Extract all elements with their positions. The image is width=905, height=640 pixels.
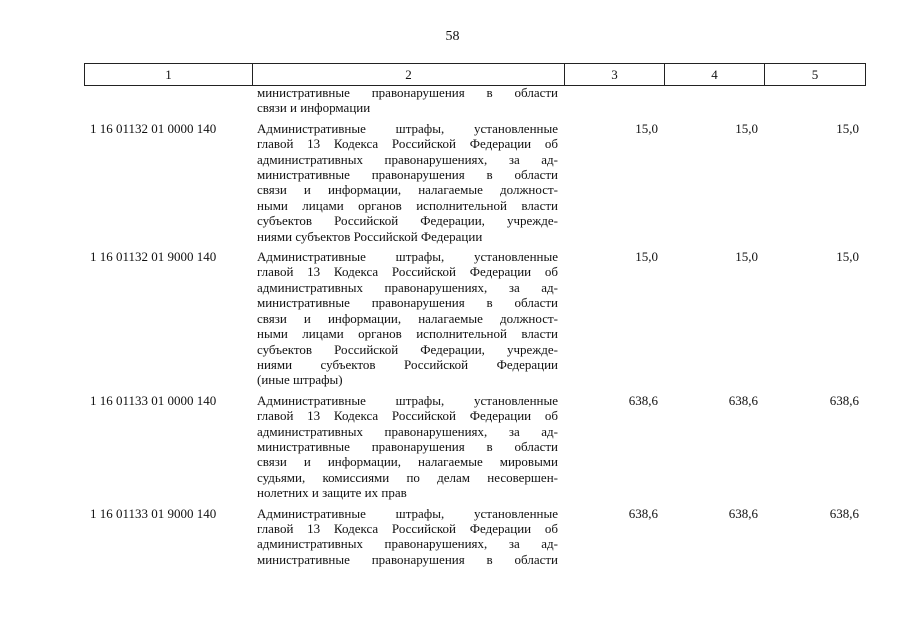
row-description [252,393,564,501]
row-value-col4: 638,6 [728,505,758,521]
description-line: главой 13 Кодекса Российской Федерации об [257,264,558,280]
description-line: ными лицами органов исполнительной власти [257,326,558,342]
column-header-row [85,64,866,86]
description-line: Административные штрафы, установленные [257,392,558,408]
description-line: судьями, комиссиями по делам несовершен- [257,469,558,485]
column-header-4: 4 [665,64,765,86]
description-line: министративные правонарушения в области [257,167,558,183]
description-line: административных правонарушениях, за ад- [257,279,558,295]
row-code: 1 16 01132 01 9000 140 [90,249,217,265]
description-line: министративные правонарушения в области [257,551,558,567]
description-line: субъектов Российской Федерации, учрежде- [257,341,558,357]
description-line: ниями субъектов Российской Федерации [257,356,558,372]
table-row [84,506,865,568]
description-line: ными лицами органов исполнительной власти [257,197,558,213]
description-line: связи и информации, налагаемые мировыми [257,454,558,470]
row-code: 1 16 01132 01 0000 140 [90,120,217,136]
row-value-col5: 15,0 [836,249,859,265]
description-line: главой 13 Кодекса Российской Федерации об [257,408,558,424]
row-value-col4: 15,0 [735,120,758,136]
description-line: субъектов Российской Федерации, учрежде- [257,213,558,229]
row-description [252,249,564,388]
description-line: Административные штрафы, установленные [257,505,558,521]
description-line: министративные правонарушения в области [257,295,558,311]
description-line: административных правонарушениях, за ад- [257,151,558,167]
row-value-col4: 15,0 [735,249,758,265]
description-line: главой 13 Кодекса Российской Федерации об [257,520,558,536]
table-row [84,393,865,501]
description-line: министративные правонарушения в области [257,438,558,454]
column-header-table [84,63,866,86]
column-header-5: 5 [765,64,866,86]
description-line: Административные штрафы, установленные [257,249,558,265]
row-code: 1 16 01133 01 9000 140 [90,505,217,521]
description-line: административных правонарушениях, за ад- [257,536,558,552]
row-description [252,85,564,116]
row-value-col5: 638,6 [829,392,859,408]
row-description [252,506,564,568]
row-description [252,121,564,244]
table-row [84,249,865,388]
description-line: главой 13 Кодекса Российской Федерации об [257,136,558,152]
row-value-col3: 638,6 [628,505,658,521]
row-value-col3: 15,0 [635,120,658,136]
description-line: административных правонарушениях, за ад- [257,423,558,439]
row-value-col5: 638,6 [829,505,859,521]
row-value-col3: 15,0 [635,249,658,265]
table-row [84,121,865,244]
description-line: (иные штрафы) [257,372,343,388]
column-header-3: 3 [565,64,665,86]
description-line: связи и информации [257,100,371,116]
row-code: 1 16 01133 01 0000 140 [90,392,217,408]
column-header-1: 1 [85,64,253,86]
description-line: нолетних и защите их прав [257,485,407,501]
column-header-2: 2 [253,64,565,86]
description-line: связи и информации, налагаемые должност- [257,182,558,198]
continuation-row [84,85,865,116]
description-line: Административные штрафы, установленные [257,120,558,136]
row-value-col3: 638,6 [628,392,658,408]
description-line: связи и информации, налагаемые должност- [257,310,558,326]
row-value-col5: 15,0 [836,120,859,136]
row-value-col4: 638,6 [728,392,758,408]
table-body [84,85,865,567]
page-number: 58 [445,29,460,44]
description-line: министративные правонарушения в области [257,85,558,100]
description-line: ниями субъектов Российской Федерации [257,228,483,244]
